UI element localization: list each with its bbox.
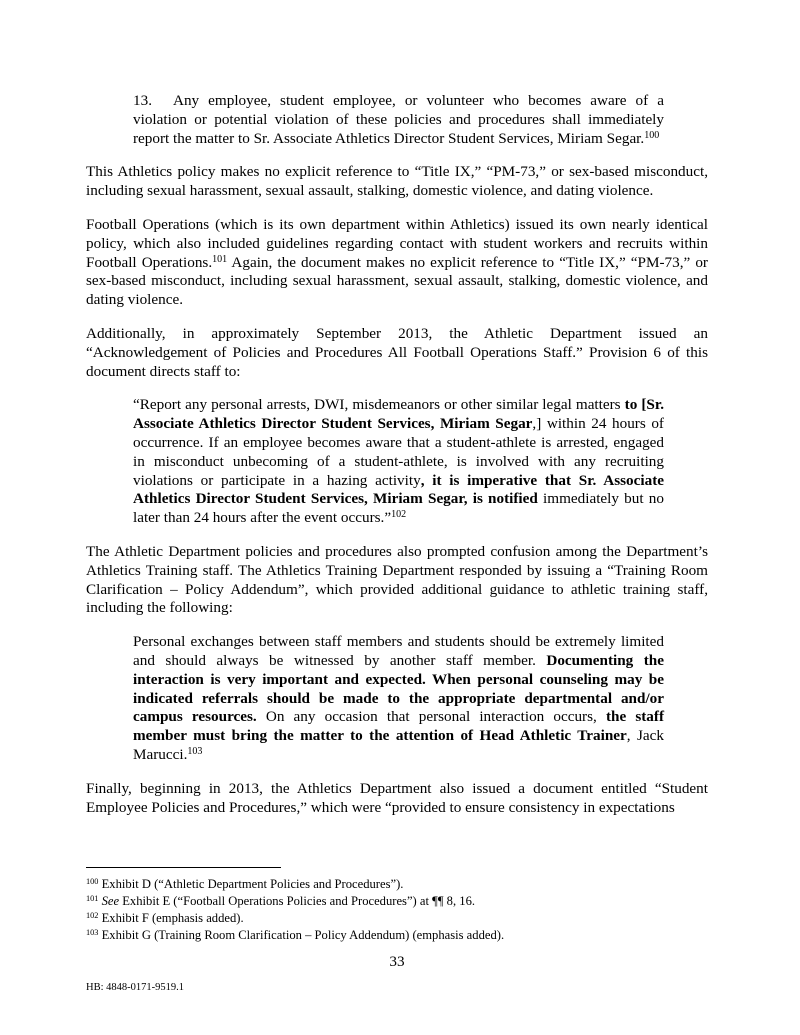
text-run: Again, the document makes no explicit reference to “Title IX,” “PM-73,” or sex-based misconduct, including sexual harassment, sexual assault, stalking, domestic violence, and dating violence. — [86, 253, 708, 309]
footnote-marker: 100 — [86, 876, 99, 886]
text-run: to [Sr. Associate Athletics Director Student Services, Miriam Segar — [133, 396, 664, 433]
text-run: 13. — [133, 92, 152, 109]
footnote — [86, 927, 708, 944]
text-run: , it is imperative that Sr. Associate Athletics Director Student Services, Miriam Segar, is notified — [133, 471, 664, 508]
footnote — [86, 876, 708, 893]
footnote — [86, 893, 708, 910]
text-run: Exhibit E (“Football Operations Policies and Procedures”) at ¶¶ 8, 16. — [119, 894, 476, 908]
text-run: Any employee, student employee, or volunteer who becomes aware of a violation or potential violation of these policies and procedures shall immediately report the matter to Sr. Associate Athletics Director Student Services, Miriam Segar. — [133, 92, 664, 147]
body-paragraph — [86, 216, 708, 310]
text-run: Exhibit F (emphasis added). — [101, 911, 244, 925]
block-quote-paragraph — [133, 633, 664, 765]
document-id: HB: 4848-0171-9519.1 — [86, 982, 184, 993]
text-run: On any occasion that personal interaction occurs, — [256, 708, 606, 726]
footnote-separator — [86, 867, 281, 868]
footnote-marker: 102 — [86, 910, 99, 920]
body-paragraph — [86, 325, 708, 381]
text-run: Documenting the interaction is very important and expected. When personal counseling may be indicated referrals should be made to the appropriate departmental and/or campus resources. — [133, 651, 664, 726]
footnote-reference: 103 — [187, 745, 203, 757]
text-run: Football Operations (which is its own department within Athletics) issued its own nearly identical policy, which also included guidelines regarding contact with student workers and recruits within Football Operations. — [86, 215, 708, 271]
footnote — [86, 910, 708, 927]
footnote-reference: 100 — [644, 129, 660, 141]
text-run: ,] within 24 hours of occurrence. If an employee becomes aware that a student-athlete is arrested, engaged in misconduct unbecoming of a student-athlete, is involved with any recruiting violations or participate in a hazing activity — [133, 415, 664, 489]
body-paragraph — [86, 543, 708, 618]
block-quote-paragraph — [133, 396, 664, 528]
footnote-reference: 101 — [212, 253, 228, 265]
body-paragraph — [86, 163, 708, 201]
footnote-area — [86, 867, 708, 944]
text-run: “Report any personal arrests, DWI, misdemeanors or other similar legal matters — [133, 396, 625, 414]
footnotes-list — [86, 876, 708, 944]
text-run: Exhibit G (Training Room Clarification – Policy Addendum) (emphasis added). — [101, 928, 505, 942]
text-run: Additionally, in approximately September 2013, the Athletic Department issued an “Acknowledgement of Policies and Procedures All Football Operations Staff.” Provision 6 of this document directs staff to: — [86, 324, 708, 380]
document-body — [86, 92, 708, 817]
text-run: Personal exchanges between staff members and students should be extremely limited and should always be witnessed by another staff member. — [133, 633, 664, 669]
text-run: This Athletics policy makes no explicit reference to “Title IX,” “PM-73,” or sex-based misconduct, including sexual harassment, sexual assault, stalking, domestic violence, and dating violence. — [86, 163, 708, 200]
text-run: See — [101, 894, 120, 908]
body-paragraph — [86, 780, 708, 818]
block-quote-paragraph — [133, 92, 664, 148]
text-run: Exhibit D (“Athletic Department Policies and Procedures”). — [101, 877, 404, 891]
footnote-reference: 102 — [391, 509, 407, 521]
text-run: the staff member must bring the matter to the attention of Head Athletic Trainer — [133, 708, 664, 745]
text-run: immediately but no later than 24 hours after the event occurs.” — [133, 490, 664, 527]
text-run: Finally, beginning in 2013, the Athletics Department also issued a document entitled “Student Employee Policies and Procedures,” which were “provided to ensure consistency in expectations — [86, 779, 708, 816]
text-run: The Athletic Department policies and procedures also prompted confusion among the Department’s Athletics Training staff. The Athletics Training Department responded by issuing a “Training Room Clarification – Policy Addendum”, which provided additional guidance to athletic training staff, including the following: — [86, 542, 708, 617]
page-number: 33 — [389, 953, 405, 970]
footnote-marker: 103 — [86, 927, 99, 937]
text-run: , Jack Marucci. — [133, 727, 664, 763]
footnote-marker: 101 — [86, 893, 99, 903]
